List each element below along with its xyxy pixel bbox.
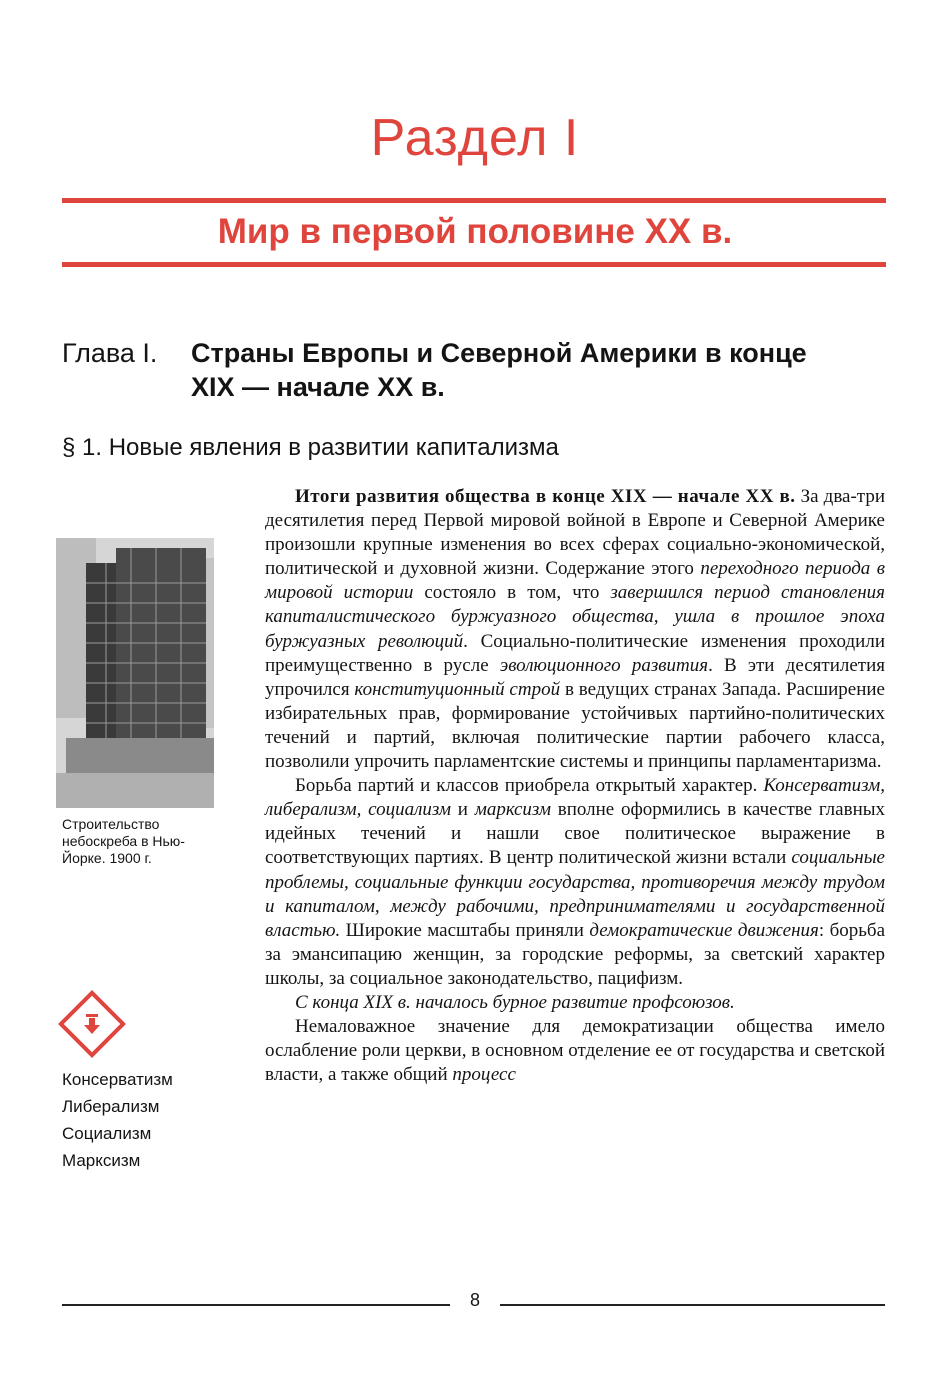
text-run: Борьба партий и классов приобрела открытый характер. <box>295 775 764 797</box>
emphasis: переходного периода в мировой истории <box>265 558 885 604</box>
skyscraper-photo <box>56 538 214 808</box>
text-run: в ведущих странах Запада. Расширение избирательных прав, формирование устойчивых партийно-политических течений и партий, включая политические партии рабочего класса, позволили упрочить парламентские системы и принципы парламентаризма. <box>265 678 885 773</box>
text-run: Немаловажное значение для демократизации общества имело ослабление роли церкви, в основном отделение ее от государства и светской власти, а также общий <box>265 1016 885 1086</box>
top-red-rule <box>62 198 886 203</box>
text-run: . В эти десятилетия упрочился <box>265 654 886 700</box>
emphasis: марксизм <box>474 799 551 821</box>
emphasis: завершился период становления капиталистического буржуазного общества, ушла в прошлое эпоха буржуазных революций <box>265 582 885 652</box>
body-text <box>265 485 885 1087</box>
page-number: 8 <box>469 1290 480 1310</box>
down-arrow-icon <box>70 1002 114 1046</box>
footer-rule-right <box>500 1304 885 1306</box>
key-term: Марксизм <box>62 1151 141 1170</box>
emphasis: демократические движения <box>589 919 819 941</box>
bottom-red-rule <box>62 262 886 267</box>
text-run: : борьба за эмансипацию женщин, за городские реформы, за светский характер школы, за социальное законодательство, пацифизм. <box>265 919 886 989</box>
text-run: За два-три десятилетия перед Первой мировой войной в Европе и Северной Америке произошли крупные изменения во всех сферах социально-экономической, политической и духовной жизни. Содержание этого <box>265 486 885 580</box>
emphasis: социальные проблемы, социальные функции государства, противоречия между трудом и капиталом, между рабочими, предпринимателями и государственной властью. <box>265 847 885 941</box>
emphasis: Консерватизм, либерализм, социализм <box>265 775 885 821</box>
text-run: состояло в том, что <box>413 582 611 604</box>
key-terms-list <box>62 1066 173 1174</box>
body-paragraph-1 <box>265 485 885 774</box>
chapter-title: Страны Европы и Северной Америки в конце XIX — начале XX в. <box>191 338 807 402</box>
section-title: Раздел I <box>370 109 580 167</box>
body-paragraph-4 <box>265 1015 885 1087</box>
text-run: вполне оформились в качестве главных идейных течений и нашли свое политическое выражение в соответствующих партиях. В центр политической жизни встали <box>265 799 886 869</box>
key-term: Социализм <box>62 1124 152 1143</box>
text-run: Широкие масштабы приняли <box>340 919 590 941</box>
emphasis: конституционный строй <box>354 678 561 700</box>
emphasis: процесс <box>452 1064 516 1086</box>
text-run: . Социально-политические изменения проходили преимущественно в русле <box>265 630 885 676</box>
footer-rule-left <box>62 1304 450 1306</box>
key-term: Консерватизм <box>62 1070 173 1089</box>
paragraph-lead: Итоги развития общества в конце XIX — начале XX в. <box>295 486 796 507</box>
part-title: Мир в первой половине XX в. <box>217 212 733 251</box>
photo-caption: Строительство небоскреба в Нью-Йорке. 1900 г. <box>62 816 185 866</box>
body-paragraph-2 <box>265 774 885 991</box>
body-paragraph-3 <box>265 991 885 1015</box>
paragraph-title: § 1. Новые явления в развитии капитализма <box>62 434 559 461</box>
chapter-number: Глава I. <box>62 338 158 368</box>
text-run: и <box>450 799 475 821</box>
key-term: Либерализм <box>62 1097 160 1116</box>
emphasis: С конца XIX в. началось бурное развитие профсоюзов. <box>295 991 735 1013</box>
emphasis: эволюционного развития <box>499 654 709 676</box>
